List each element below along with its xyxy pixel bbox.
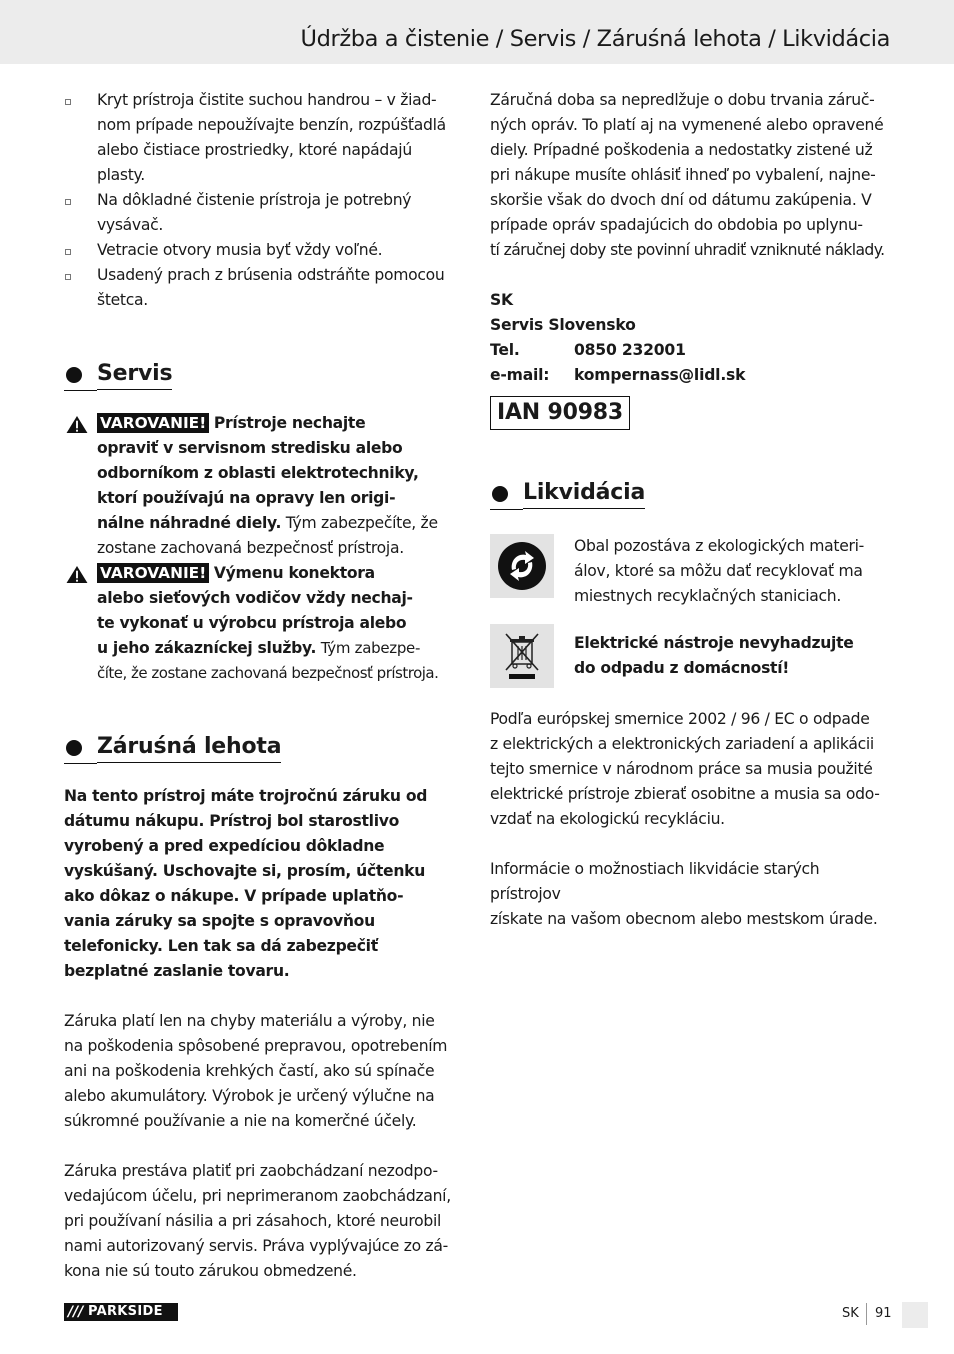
footer-language: SK xyxy=(842,1306,859,1321)
disposal-paragraph-1: Podľa európskej smernice 2002 / 96 / EC o odpade z elektrických a elektronických zariadení a aplikácii tejto smernice v národnom práce sa musia použité elektrické prístroje zbierať osobitne a musia sa odo- vzdať na ekologickú recykláciu. xyxy=(490,710,880,828)
warning-triangle-icon xyxy=(65,415,89,434)
warranty-paragraph-2: Záruka prestáva platiť pri zaobchádzaní nezodpo- vedajúcom účelu, pri neprimeranom zaobchádzaní, pri používaní násilia a pri zásahoch, ktoré neurobil nami autorizovaný servis. Práva vyplývajúce zo zá- kona nie sú touto zárukou obmedzené. xyxy=(64,1162,451,1280)
cleaning-list xyxy=(64,88,464,313)
disposal-heading: Likvidácia xyxy=(490,480,890,510)
weee-warning-text: Elektrické nástroje nevyhadzujte do odpadu z domácností! xyxy=(574,634,854,677)
warning-label: VAROVANIE! xyxy=(97,563,209,583)
warning-label: VAROVANIE! xyxy=(97,413,209,433)
bullet-square-icon xyxy=(65,199,71,205)
contact-tel-value: 0850 232001 xyxy=(574,341,686,359)
list-item: Vetracie otvory musia byť vždy voľné. xyxy=(64,238,464,263)
bullet-square-icon xyxy=(65,99,71,105)
header-bar xyxy=(0,0,954,64)
list-item: Usadený prach z brúsenia odstráňte pomocou štetca. xyxy=(64,263,464,313)
bullet-square-icon xyxy=(65,274,71,280)
heading-bullet-icon xyxy=(66,367,82,383)
page-number: 91 xyxy=(875,1306,892,1321)
contact-country: SK xyxy=(490,291,513,309)
parkside-logo: /// PARKSIDE xyxy=(64,1303,178,1321)
contact-email-value: kompernass@lidl.sk xyxy=(574,366,746,384)
list-item: Na dôkladné čistenie prístroja je potrebný vysávač. xyxy=(64,188,464,238)
crossed-bin-icon xyxy=(490,624,554,688)
warranty-paragraph-3: Záručná doba sa nepredlžuje o dobu trvania záruč- ných opráv. To platí aj na vymenené alebo opravené diely. Prípadné poškodenia a nedostatky zistené už pri nákupe musíte ohlásiť ihneď po vybalení, najne- skoršie však do dvoch dní od dátumu zakúpenia. V prípade opráv spadajúcich do obdobia po uplynu- tí záručnej doby ste povinní uhradiť vzniknuté náklady. xyxy=(490,91,885,259)
recycle-text: Obal pozostáva z ekologických materi- álov, ktoré sa môžu dať recyklovať ma miestnych recyklačných staniciach. xyxy=(574,537,864,605)
contact-email-row: e-mail: kompernass@lidl.sk xyxy=(490,363,890,388)
warranty-bold-paragraph: Na tento prístroj máte trojročnú záruku od dátumu nákupu. Prístroj bol starostlivo vyrobený a pred expedíciou dôkladne vyskúšaný. Uschovajte si, prosím, účtenku ako dôkaz o nákupe. V prípade uplatňo- vania záruky sa spojte s opravovňou telefonicky. Len tak sa dá zabezpečiť bezplatné zaslanie tovaru. xyxy=(64,787,428,980)
heading-bullet-icon xyxy=(66,740,82,756)
contact-tel-row: Tel. 0850 232001 xyxy=(490,338,890,363)
ian-box: IAN 90983 xyxy=(490,396,630,430)
right-column xyxy=(490,88,890,932)
disposal-paragraph-2: Informácie o možnostiach likvidácie starých prístrojov získate na vašom obecnom alebo mestskom úrade. xyxy=(490,860,878,928)
list-item: Kryt prístroja čistite suchou handrou – v žiad- nom prípade nepoužívajte benzín, rozpúšťadlá alebo čistiace prostriedky, ktoré napádajú plasty. xyxy=(64,88,464,188)
heading-bullet-icon xyxy=(492,486,508,502)
warranty-heading: Záruśná lehota xyxy=(64,734,464,764)
left-column xyxy=(64,88,464,1284)
servis-warning-1: VAROVANIE! Prístroje nechajte opraviť v servisnom stredisku alebo odborníkom z oblasti elektrotechniky, ktorí používajú na opravy len origi- nálne náhradné diely. Tým zabezpečíte, že zostane zachovaná bezpečnosť prístroja. xyxy=(64,411,464,561)
servis-warning-2: VAROVANIE! Výmenu konektora alebo sieťových vodičov vždy nechaj- te vykonať u výrobcu prístroja alebo u jeho zákazníckej služby. Tým zabezpe- číte, že zostane zachovaná bezpečnosť prístroja. xyxy=(64,561,464,686)
bullet-square-icon xyxy=(65,249,71,255)
servis-heading: Servis xyxy=(64,361,464,391)
warranty-paragraph-1: Záruka platí len na chyby materiálu a výroby, nie na poškodenia spôsobené prepravou, opotrebením ani na poškodenia krehkých častí, ako sú spínače alebo akumulátory. Výrobok je určený výlučne na súkromné používanie a nie na komerčné účely. xyxy=(64,1012,448,1130)
page-title: Údržba a čistenie / Servis / Záruśná lehota / Likvidácia xyxy=(300,26,890,52)
disposal-icons-block xyxy=(490,534,890,724)
contact-name: Servis Slovensko xyxy=(490,316,636,334)
warning-triangle-icon xyxy=(65,565,89,584)
recycle-icon xyxy=(490,534,554,598)
footer-tab-marker xyxy=(902,1302,928,1328)
footer-divider xyxy=(866,1303,867,1325)
service-contact xyxy=(490,288,890,388)
